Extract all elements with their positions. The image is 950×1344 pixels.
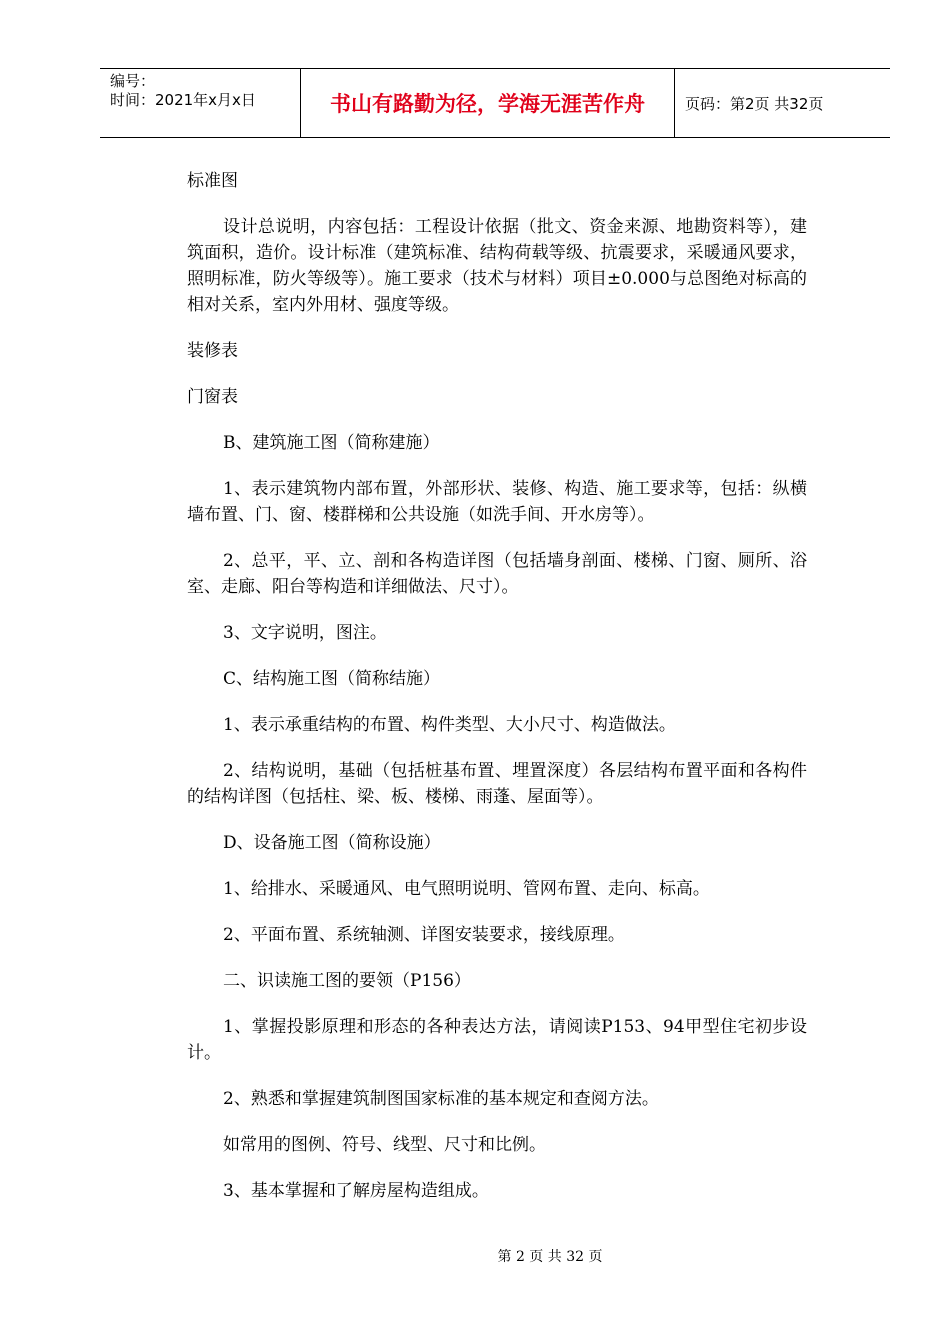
- section-heading: C、结构施工图（简称结施）: [223, 669, 441, 689]
- paragraph: 2、平面布置、系统轴测、详图安装要求，接线原理。: [223, 925, 625, 945]
- paragraph: 2、结构说明，基础（包括桩基布置、埋置深度）各层结构布置平面和各构件的结构详图（包括柱、梁、板、楼梯、雨蓬、屋面等）。: [187, 761, 807, 807]
- paragraph: 1、掌握投影原理和形态的各种表达方法，请阅读P153、94甲型住宅初步设计。: [187, 1017, 807, 1063]
- paragraph: 标准图: [187, 171, 238, 191]
- section-heading: D、设备施工图（简称设施）: [223, 833, 441, 853]
- section-heading: 二、识读施工图的要领（P156）: [223, 971, 471, 991]
- page-footer: 第 2 页 共 32 页: [497, 1249, 603, 1265]
- header-page-info: 页码：第2页 共32页: [685, 94, 824, 113]
- paragraph: 3、文字说明，图注。: [223, 623, 387, 643]
- page-header: [100, 68, 890, 138]
- paragraph: 如常用的图例、符号、线型、尺寸和比例。: [223, 1135, 546, 1155]
- paragraph: 1、给排水、采暖通风、电气照明说明、管网布置、走向、标高。: [223, 879, 710, 899]
- paragraph: 装修表: [187, 341, 238, 361]
- paragraph: 3、基本掌握和了解房屋构造组成。: [223, 1181, 489, 1201]
- document-time-label: 时间：2021年x月x日: [110, 91, 256, 109]
- paragraph: 1、表示建筑物内部布置，外部形状、装修、构造、施工要求等，包括：纵横墙布置、门、窗、楼群梯和公共设施（如洗手间、开水房等）。: [187, 479, 807, 525]
- paragraph: 2、熟悉和掌握建筑制图国家标准的基本规定和查阅方法。: [223, 1089, 659, 1109]
- document-number-label: 编号：: [110, 72, 156, 90]
- paragraph: 门窗表: [187, 387, 238, 407]
- paragraph: 1、表示承重结构的布置、构件类型、大小尺寸、构造做法。: [223, 715, 676, 735]
- header-motto: 书山有路勤为径，学海无涯苦作舟: [301, 69, 675, 137]
- section-heading: B、建筑施工图（简称建施）: [223, 433, 440, 453]
- document-body: [187, 168, 807, 1224]
- header-meta: [100, 69, 301, 137]
- paragraph: 2、总平，平、立、剖和各构造详图（包括墙身剖面、楼梯、门窗、厕所、浴室、走廊、阳台等构造和详细做法、尺寸）。: [187, 551, 807, 597]
- paragraph: 设计总说明，内容包括：工程设计依据（批文、资金来源、地勘资料等），建筑面积，造价。设计标准（建筑标准、结构荷载等级、抗震要求，采暖通风要求，照明标准，防火等级等）。施工要求（技术与材料）项目±0.000与总图绝对标高的相对关系，室内外用材、强度等级。: [187, 217, 807, 315]
